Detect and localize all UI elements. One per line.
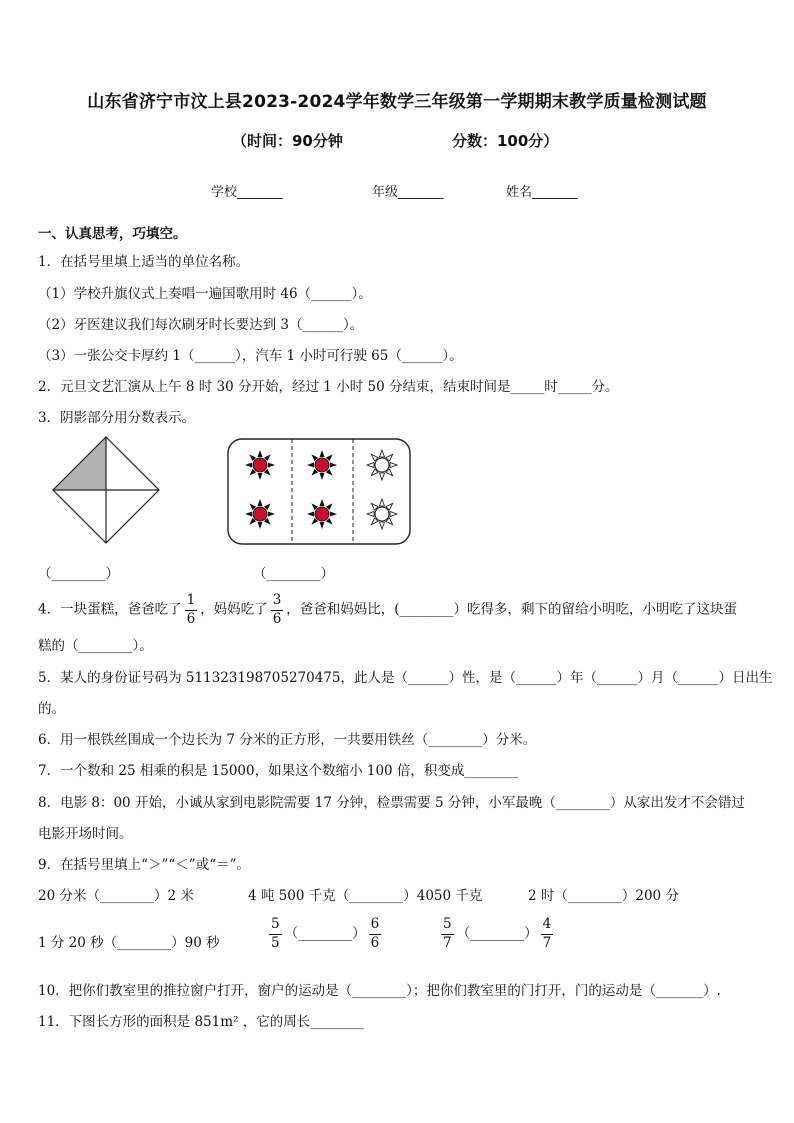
compare-blank: （________） bbox=[456, 925, 538, 942]
fraction-5-7: $\frac{5}{7}$ bbox=[443, 916, 452, 951]
compare-blank: （________） bbox=[284, 925, 366, 942]
time-label: （时间：90分钟 bbox=[232, 132, 343, 150]
question-3-blank-2: （________） bbox=[253, 566, 334, 582]
sun-filled-icon bbox=[245, 499, 275, 529]
question-11: 11．下图长方形的面积是 851m² ，它的周长________ bbox=[38, 1014, 365, 1030]
question-6: 6．用一根铁丝围成一个边长为 7 分米的正方形，一共要用铁丝（________）分米。 bbox=[38, 732, 537, 748]
diamond-figure bbox=[48, 432, 164, 548]
score-label: 分数：100分） bbox=[452, 132, 559, 150]
fraction-6-6: $\frac{6}{6}$ bbox=[370, 916, 380, 951]
question-4-part-a: 4．一块蛋糕，爸爸吃了 bbox=[38, 601, 182, 618]
question-5: 5．某人的身份证号码为 511323198705270475，此人是（______）性，是（______）年（______）月（______）日出生 bbox=[38, 670, 773, 686]
question-1: 1．在括号里填上适当的单位名称。 bbox=[38, 254, 250, 270]
question-8: 8．电影 8：00 开始，小诚从家到电影院需要 17 分钟，检票需要 5 分钟，小军最晚（________）从家出发才不会错过 bbox=[38, 795, 745, 811]
question-5-continued: 的。 bbox=[38, 701, 65, 717]
suns-figure bbox=[226, 437, 412, 547]
fraction-1-6: $\frac{1}{6}$ bbox=[186, 592, 196, 627]
sun-filled-icon bbox=[307, 499, 337, 529]
question-2: 2．元旦文艺汇演从上午 8 时 30 分开始，经过 1 小时 50 分结束，结束时间是_____时_____分。 bbox=[38, 379, 619, 395]
question-9: 9．在括号里填上“＞”“＜”或“＝”。 bbox=[38, 857, 250, 873]
sun-empty-icon bbox=[367, 450, 397, 480]
question-7: 7．一个数和 25 相乘的积是 15000，如果这个数缩小 100 倍，积变成________ bbox=[38, 763, 519, 779]
section-heading: 一、认真思考，巧填空。 bbox=[38, 226, 187, 242]
sun-filled-icon bbox=[307, 450, 337, 480]
question-4-continued: 糕的（________）。 bbox=[38, 638, 153, 654]
page-title: 山东省济宁市汶上县2023-2024学年数学三年级第一学期期末教学质量检测试题 bbox=[87, 92, 707, 112]
sun-filled-icon bbox=[245, 450, 275, 480]
question-3-blank-1: （________） bbox=[38, 566, 119, 582]
question-3: 3．阴影部分用分数表示。 bbox=[38, 410, 196, 426]
question-9-item-6 bbox=[438, 918, 556, 950]
fraction-5-5: $\frac{5}{5}$ bbox=[271, 916, 280, 951]
question-4 bbox=[38, 594, 737, 626]
question-1-1: （1）学校升旗仪式上奏唱一遍国歌用时 46（______）。 bbox=[38, 286, 372, 302]
question-9-item-5 bbox=[266, 918, 384, 950]
fraction-4-7: $\frac{4}{7}$ bbox=[542, 916, 552, 951]
school-field: 学校_______ bbox=[211, 185, 283, 200]
grade-field: 年级_______ bbox=[372, 185, 444, 200]
question-9-item-2: 4 吨 500 千克（________）4050 千克 bbox=[248, 888, 483, 904]
name-field: 姓名_______ bbox=[506, 185, 578, 200]
sun-empty-icon bbox=[367, 499, 397, 529]
question-1-2: （2）牙医建议我们每次刷牙时长要达到 3（______）。 bbox=[38, 317, 364, 333]
question-8-continued: 电影开场时间。 bbox=[38, 826, 133, 842]
question-1-3: （3）一张公交卡厚约 1（______），汽车 1 小时可行驶 65（______）。 bbox=[38, 348, 463, 364]
question-10: 10．把你们教室里的推拉窗户打开，窗户的运动是（________）；把你们教室里的门打开，门的运动是（_______）. bbox=[38, 983, 721, 999]
question-9-item-3: 2 时（________）200 分 bbox=[528, 888, 679, 904]
question-9-item-1: 20 分米（________）2 米 bbox=[38, 888, 194, 904]
question-4-part-b: ，妈妈吃了 bbox=[200, 601, 268, 618]
question-9-item-4: 1 分 20 秒（________）90 秒 bbox=[38, 935, 220, 951]
question-4-part-c: ，爸爸和妈妈比，(________）吃得多，剩下的留给小明吃，小明吃了这块蛋 bbox=[286, 601, 738, 618]
fraction-3-6: $\frac{3}{6}$ bbox=[272, 592, 282, 627]
